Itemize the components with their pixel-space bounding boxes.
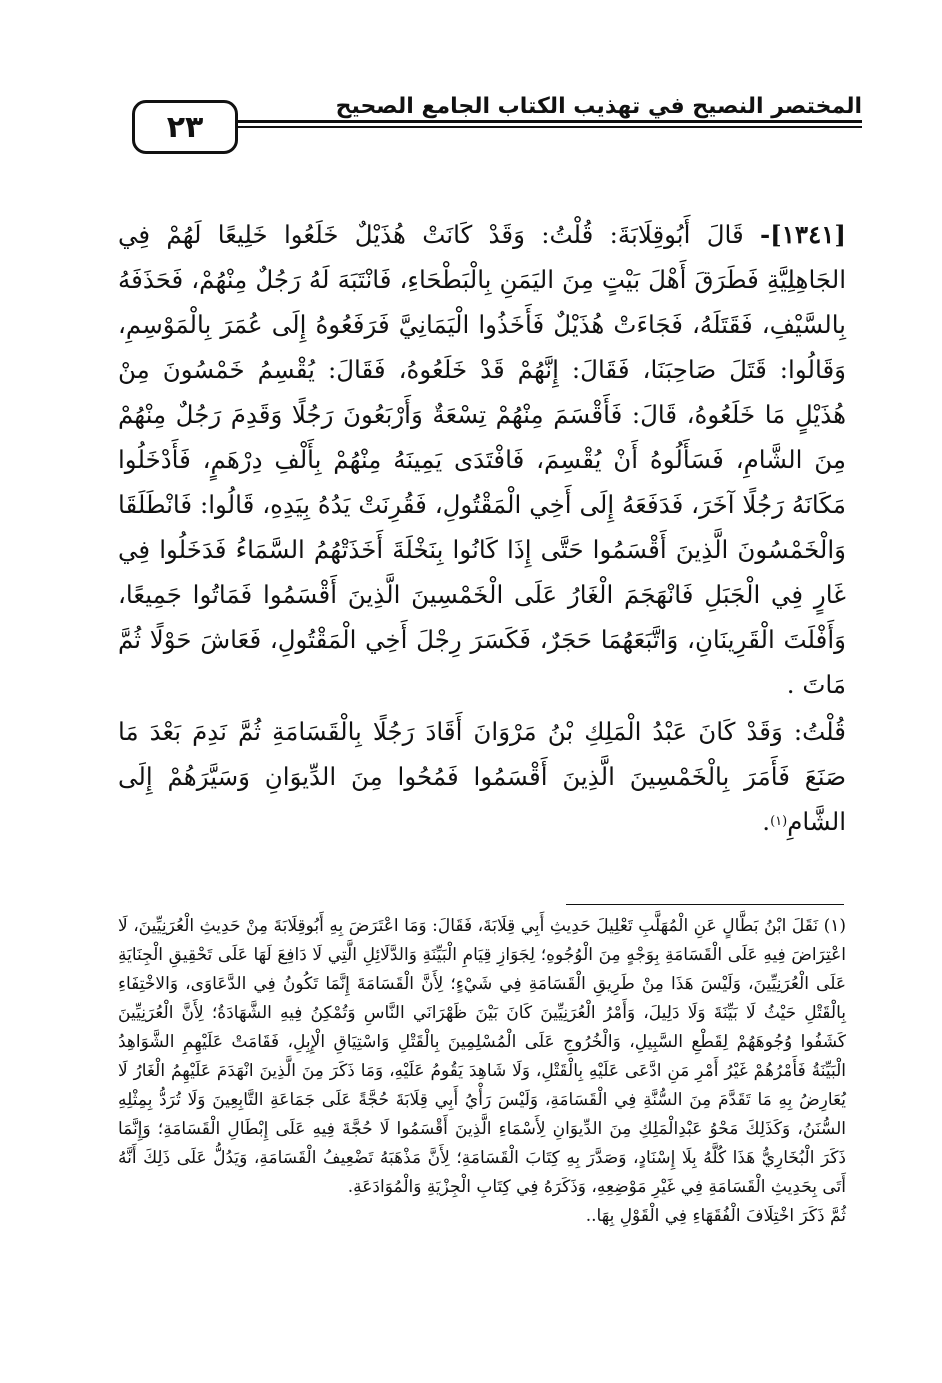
page-number: ٢٣ — [166, 109, 204, 145]
comment-end: . — [762, 807, 771, 836]
footnote-1-continuation — [118, 1202, 846, 1231]
footnote-separator — [566, 904, 844, 905]
hadith-number: [١٣٤١]- — [760, 220, 846, 249]
footnotes — [118, 912, 846, 1231]
comment-paragraph — [118, 709, 846, 844]
footnote-text: نَقَلَ ابْنُ بَطَّالٍ عَنِ الْمُهَلَّبِ تَعْلِيلَ حَدِيثِ أَبِي قِلَابَةَ، فَقَالَ: وَمَا اعْتَرَضَ بِهِ أَبُوقِلَابَةَ مِنْ حَدِيثِ الْعُرَنِيِّينَ، لَا اعْتِرَاضَ فِيهِ عَلَى الْقَسَامَةِ بِوَجْهٍ مِنَ الْوُجُوهِ؛ لِجَوَازِ قِيَامِ الْبَيِّنَةِ وَالدَّلَائِلِ الَّتِي لَا دَافِعَ لَهَا عَلَى تَحْقِيقِ الْجِنَايَةِ عَلَى الْعُرَنِيِّينَ، وَلَيْسَ هَذَا مِنْ طَرِيقِ الْقَسَامَةِ فِي شَيْءٍ؛ لِأَنَّ الْقَسَامَةَ إِنَّمَا تَكُونُ فِي الدَّعَاوَى، وَالاخْتِفَاءِ بِالْقَتْلِ حَيْثُ لَا بَيِّنَةَ وَلَا دَلِيلَ، وَأَمْرُ الْعُرَنِيِّينَ كَانَ بَيْنَ ظَهْرَانَي النَّاسِ وَتُمْكِنُ فِيهِ الشَّهَادَةُ؛ لِأَنَّ الْعُرَنِيِّينَ كَشَفُوا وُجُوهَهُمْ لِقَطْعِ السَّبِيلِ، وَالْخُرُوجِ عَلَى الْمُسْلِمِينَ بِالْقَتْلِ وَاسْتِيَاقِ الْإِبِلِ، فَقَامَتْ عَلَيْهِمِ الشَّوَاهِدُ الْبَيِّنَةُ فَأَمْرُهُمْ غَيْرُ أَمْرِ مَنِ ادَّعَى عَلَيْهِ بِالْقَتْلِ، وَلَا شَاهِدَ يَقُومُ عَلَيْهِ، وَمَا ذَكَرَ مِنَ الَّذِينَ انْهَدَمَ عَلَيْهِمُ الْغَارُ لَا يُعَارِضُ بِهِ مَا تَقَدَّمَ مِنَ السُّنَّةِ فِي الْقَسَامَةِ، وَلَيْسَ رَأْيُ أَبِي قِلَابَةَ حُجَّةً عَلَى جَمَاعَةِ التَّابِعِينَ وَلَا تُرَدُّ بِمِثْلِهِ السُّنَنُ، وَكَذَلِكَ مَحْوُ عَبْدِالْمَلِكِ مِنَ الدِّيوَانِ لِأَسْمَاءِ الَّذِينَ أَقْسَمُوا لَا حُجَّةَ فِيهِ عَلَى إِبْطَالِ الْقَسَامَةِ؛ وَإِنَّمَا ذَكَرَ الْبُخَارِيُّ هَذَا كُلَّهُ بِلَا إِسْنَادٍ، وَصَدَّرَ بِهِ كِتَابَ الْقَسَامَةِ؛ لِأَنَّ مَذْهَبَهُ تَضْعِيفُ الْقَسَامَةِ، وَيَدُلُّ عَلَى ذَلِكَ أَنَّهُ أَتَى بِحَدِيثِ الْقَسَامَةِ فِي غَيْرِ مَوْضِعِهِ، وَذَكَرَهُ فِي كِتَابِ الْجِزْيَةِ وَالْمُوَادَعَةِ. — [118, 916, 846, 1197]
book-title: المختصر النصيح في تهذيب الكتاب الجامع الصحيح — [335, 94, 862, 119]
main-text — [118, 212, 846, 844]
comment-text: قُلْتُ: وَقَدْ كَانَ عَبْدُ الْمَلِكِ بْنُ مَرْوَانَ أَقَادَ رَجُلًا بِالْقَسَامَةِ ثُمَّ نَدِمَ بَعْدَ مَا صَنَعَ فَأَمَرَ بِالْخَمْسِينَ الَّذِينَ أَقْسَمُوا فَمُحُوا مِنَ الدِّيوَانِ وَسَيَّرَهُمْ إِلَى الشَّامِ — [118, 717, 846, 836]
footnote-text-end: ثُمَّ ذَكَرَ اخْتِلَافَ الْفُقَهَاءِ فِي الْقَوْلِ بِهَا.. — [585, 1206, 846, 1226]
page-number-box — [132, 100, 238, 154]
footnote-reference[interactable]: (١) — [770, 814, 788, 829]
footnote-1 — [118, 912, 846, 1202]
hadith-paragraph — [118, 212, 846, 707]
page-header — [132, 90, 862, 160]
header-rule-thick — [238, 120, 862, 123]
hadith-text: قَالَ أَبُوقِلَابَةَ: قُلْتُ: وَقَدْ كَانَتْ هُذَيْلٌ خَلَعُوا خَلِيعًا لَهُمْ فِي الجَاهِلِيَّةِ فَطَرَقَ أَهْلَ بَيْتٍ مِنَ اليَمَنِ بِالْبَطْحَاءِ، فَانْتَبَهَ لَهُ رَجُلٌ مِنْهُمْ، فَحَذَفَهُ بِالسَّيْفِ، فَقَتَلَهُ، فَجَاءَتْ هُذَيْلٌ فَأَخَذُوا الْيَمَانِيَّ فَرَفَعُوهُ إِلَى عُمَرَ بِالْمَوْسِمِ، وَقَالُوا: قَتَلَ صَاحِبَنَا، فَقَالَ: إِنَّهُمْ قَدْ خَلَعُوهُ، فَقَالَ: يُقْسِمُ خَمْسُونَ مِنْ هُذَيْلٍ مَا خَلَعُوهُ، قَالَ: فَأَقْسَمَ مِنْهُمْ تِسْعَةٌ وَأَرْبَعُونَ رَجُلًا وَقَدِمَ رَجُلٌ مِنْهُمْ مِنَ الشَّامِ، فَسَأَلُوهُ أَنْ يُقْسِمَ، فَافْتَدَى يَمِينَهُ مِنْهُمْ بِأَلْفِ دِرْهَمٍ، فَأَدْخَلُوا مَكَانَهُ رَجُلًا آخَرَ، فَدَفَعَهُ إِلَى أَخِي الْمَقْتُولِ، فَقُرِنَتْ يَدُهُ بِيَدِهِ، قَالُوا: فَانْطَلَقَا وَالْخَمْسُونَ الَّذِينَ أَقْسَمُوا حَتَّى إِذَا كَانُوا بِنَخْلَةَ أَخَذَتْهُمُ السَّمَاءُ فَدَخَلُوا فِي غَارٍ فِي الْجَبَلِ فَانْهَجَمَ الْغَارُ عَلَى الْخَمْسِينَ الَّذِينَ أَقْسَمُوا فَمَاتُوا جَمِيعًا، وَأَفْلَتَ الْقَرِينَانِ، وَاتَّبَعَهُمَا حَجَرٌ، فَكَسَرَ رِجْلَ أَخِي الْمَقْتُولِ، فَعَاشَ حَوْلًا ثُمَّ مَاتَ . — [118, 220, 846, 699]
footnote-marker: (١) — [823, 916, 847, 936]
header-rule-thin — [238, 126, 862, 128]
